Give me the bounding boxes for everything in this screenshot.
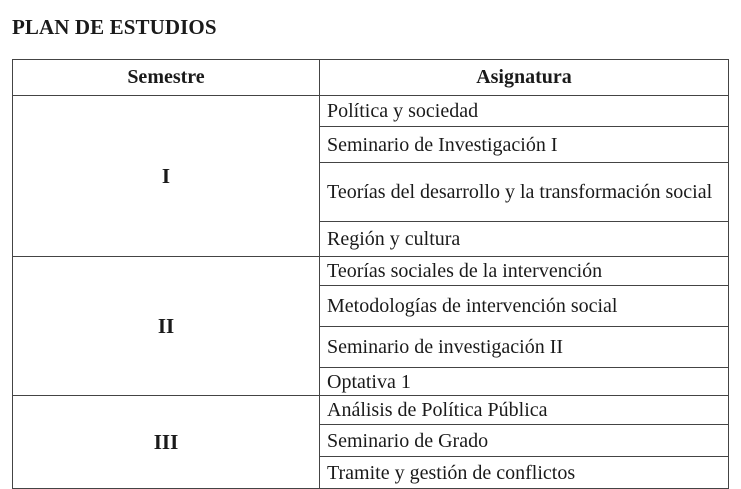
- subject-cell: Seminario de investigación II: [320, 327, 729, 368]
- subject-cell: Análisis de Política Pública: [320, 396, 729, 425]
- subject-cell: Tramite y gestión de conflictos: [320, 457, 729, 489]
- subject-cell: Seminario de Grado: [320, 425, 729, 457]
- semester-cell: I: [13, 96, 320, 257]
- subject-cell: Región y cultura: [320, 222, 729, 257]
- document-title: PLAN DE ESTUDIOS: [12, 15, 217, 39]
- table-row: [13, 396, 729, 425]
- semester-cell: II: [13, 257, 320, 396]
- subject-cell: Optativa 1: [320, 368, 729, 396]
- study-plan-table: [12, 59, 729, 489]
- subject-cell: Metodologías de intervención social: [320, 286, 729, 327]
- subject-cell: Seminario de Investigación I: [320, 127, 729, 163]
- subject-cell: Política y sociedad: [320, 96, 729, 127]
- table-row: [13, 257, 729, 286]
- subject-cell: Teorías del desarrollo y la transformación social: [320, 163, 729, 222]
- table-header-row: [13, 60, 729, 96]
- semester-cell: III: [13, 396, 320, 489]
- header-asignatura: Asignatura: [320, 60, 729, 96]
- header-semestre: Semestre: [13, 60, 320, 96]
- subject-cell: Teorías sociales de la intervención: [320, 257, 729, 286]
- table-row: [13, 96, 729, 127]
